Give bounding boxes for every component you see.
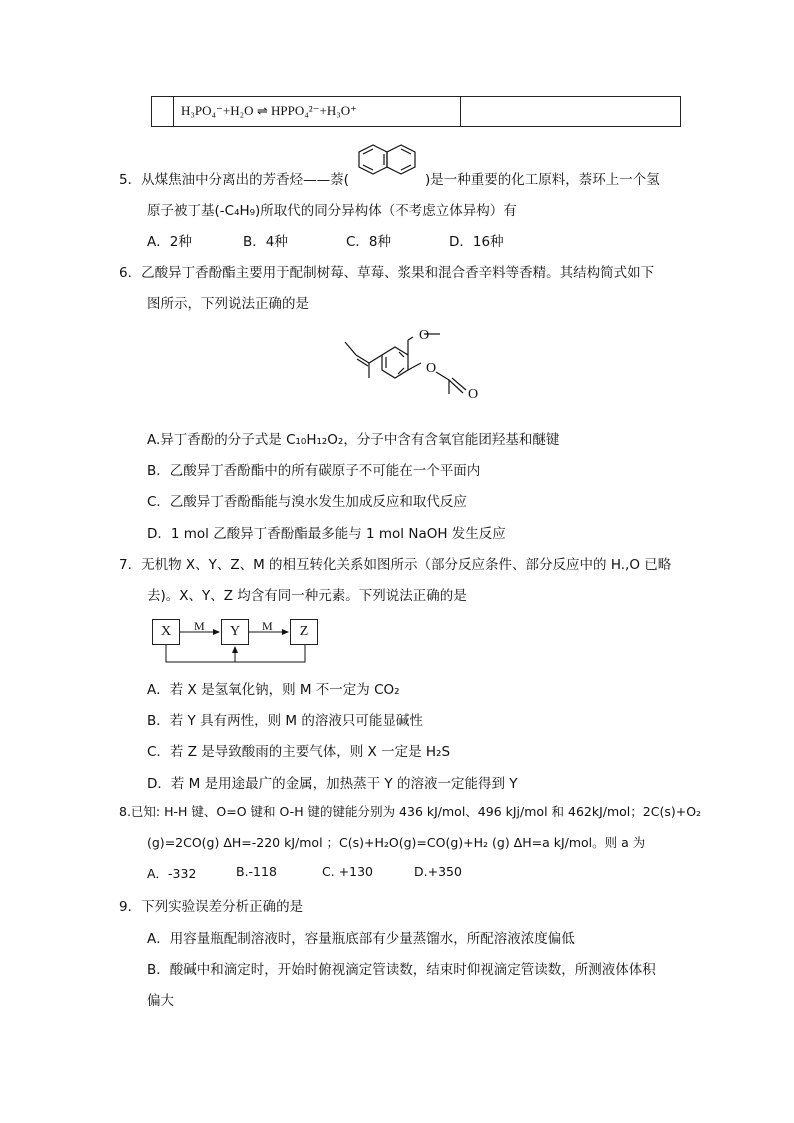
q9-option-b-cont: 偏大 xyxy=(147,993,174,1009)
box-y: Y xyxy=(221,619,249,645)
q7-option-d: D．若 M 是用途最广的金属，加热蒸干 Y 的溶液一定能得到 Y xyxy=(147,776,518,792)
q8-line1: 8.已知: H-H 键、O=O 键和 O-H 键的键能分别为 436 kJ/mol、496 kJj/mol 和 462kJ/mol；2C(s)+O₂ xyxy=(119,804,702,819)
table-cell-empty xyxy=(461,97,680,126)
q8-option-a: A．-332 xyxy=(147,866,197,881)
methoxy-o-label: O xyxy=(419,328,430,343)
table-cell-equation xyxy=(173,97,461,126)
q8-option-c: C. +130 xyxy=(322,864,374,879)
q7-line2: 去)。X、Y、Z 均含有同一种元素。下列说法正确的是 xyxy=(147,588,467,604)
equilibrium-equation: H₃PO₄⁻+H₂O ⇌ HPPO₄²⁻+H₃O⁺ xyxy=(181,103,357,118)
q7-option-a: A．若 X 是氢氧化钠，则 M 不一定为 CO₂ xyxy=(147,682,400,698)
q5-line1-start: 5．从煤焦油中分离出的芳香烃——萘( xyxy=(119,172,349,188)
box-z: Z xyxy=(290,619,318,645)
q9-option-a: A．用容量瓶配制溶液时，容量瓶底部有少量蒸馏水，所配溶液浓度偏低 xyxy=(147,931,575,947)
q5-option-b: B．4种 xyxy=(243,234,288,250)
q5-line2: 原子被丁基(-C₄H₉)所取代的同分异构体（不考虑立体异构）有 xyxy=(147,203,517,219)
ester-o-label: O xyxy=(426,361,437,376)
q7-option-c: C．若 Z 是导致酸雨的主要气体，则 X 一定是 H₂S xyxy=(147,744,451,760)
q5-line1-end: )是一种重要的化工原料，萘环上一个氢 xyxy=(425,172,660,188)
arrow-label-m2: M xyxy=(262,619,273,633)
q7-option-b: B．若 Y 具有两性，则 M 的溶液只可能显碱性 xyxy=(147,713,423,729)
carbonyl-o-label: O xyxy=(468,387,479,402)
q5-option-a: A．2种 xyxy=(147,234,192,250)
diagram-arrows xyxy=(150,615,322,667)
q8-line2: (g)=2CO(g) ΔH=-220 kJ/mol ；C(s)+H₂O(g)=CO(g)+H₂ (g) ΔH=a kJ/mol。则 a 为 xyxy=(147,835,646,850)
q6-line1: 6．乙酸异丁香酚酯主要用于配制树莓、草莓、浆果和混合香辛料等香精。其结构简式如下 xyxy=(119,265,655,281)
q8-option-b: B.-118 xyxy=(236,864,277,879)
q5-option-d: D．16种 xyxy=(449,234,504,250)
q6-option-a: A.异丁香酚的分子式是 C₁₀H₁₂O₂，分子中含有含氧官能团羟基和醚键 xyxy=(147,432,560,448)
q6-option-d: D．1 mol 乙酸异丁香酚酯最多能与 1 mol NaOH 发生反应 xyxy=(147,526,506,542)
q8-option-d: D.+350 xyxy=(414,864,462,879)
table-cell-index xyxy=(152,97,174,126)
arrow-label-m1: M xyxy=(194,619,205,633)
q6-line2: 图所示，下列说法正确的是 xyxy=(147,296,309,312)
naphthalene-structure xyxy=(356,143,424,177)
q7-line1: 7．无机物 X、Y、Z、M 的相互转化关系如图所示（部分反应条件、部分反应中的 H.,O 已略 xyxy=(119,557,672,573)
q5-option-c: C．8种 xyxy=(346,234,392,250)
top-table xyxy=(151,96,681,127)
q6-option-b: B．乙酸异丁香酚酯中的所有碳原子不可能在一个平面内 xyxy=(147,463,481,479)
q9-line1: 9．下列实验误差分析正确的是 xyxy=(119,899,304,915)
q6-option-c: C．乙酸异丁香酚酯能与溴水发生加成反应和取代反应 xyxy=(147,494,467,510)
box-x: X xyxy=(152,619,180,645)
isoeugenyl-acetate-structure xyxy=(335,322,495,404)
q9-option-b: B．酸碱中和滴定时，开始时俯视滴定管读数，结束时仰视滴定管读数，所测液体体积 xyxy=(147,962,656,978)
